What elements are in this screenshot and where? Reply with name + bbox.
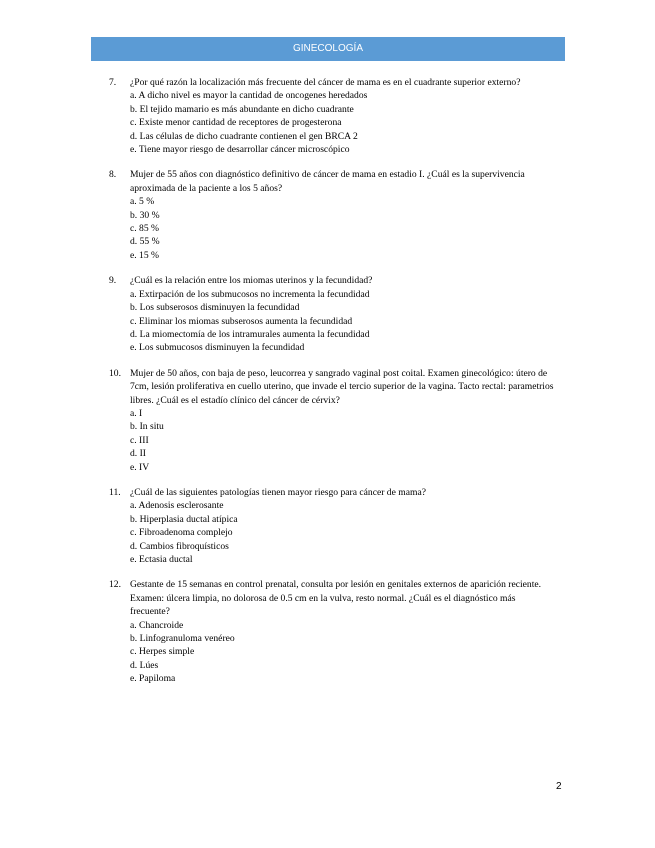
answer-option-c: c. Eliminar los miomas subserosos aumenta la fecundidad bbox=[130, 315, 353, 327]
answer-option-b: b. Linfogranuloma venéreo bbox=[130, 633, 235, 645]
question-stem: Gestante de 15 semanas en control prenatal, consulta por lesión en genitales externos de aparición reciente. Examen: úlcera limpia, no dolorosa de 0.5 cm en la vulva, resto normal. ¿Cuál es el diagnóstico más frecuente? bbox=[130, 579, 542, 618]
question-number: 9. bbox=[109, 275, 117, 287]
question-10 bbox=[109, 367, 554, 474]
question-stem: Mujer de 50 años, con baja de peso, leucorrea y sangrado vaginal post coital. Examen ginecológico: útero de 7cm, lesión proliferativa en cuello uterino, que invade el tercio superior de la vagina. Tacto rectal: parametrios libres. ¿Cuál es el estadío clínico del cáncer de cérvix? bbox=[130, 367, 554, 406]
question-body bbox=[130, 168, 554, 262]
answer-option-a: a. 5 % bbox=[130, 196, 155, 208]
question-stem: ¿Cuál es la relación entre los miomas uterinos y la fecundidad? bbox=[130, 275, 373, 287]
question-body bbox=[130, 367, 554, 474]
answer-option-d: d. La miomectomía de los intramurales aumenta la fecundidad bbox=[130, 328, 370, 340]
answer-option-d: d. Cambios fibroquísticos bbox=[130, 540, 229, 552]
question-stem: Mujer de 55 años con diagnóstico definitivo de cáncer de mama en estadio I. ¿Cuál es la supervivencia aproximada de la paciente a los 5 años? bbox=[130, 169, 525, 194]
question-stem: ¿Por qué razón la localización más frecuente del cáncer de mama es en el cuadrante superior externo? bbox=[130, 77, 521, 88]
answer-option-a: a. Chancroide bbox=[130, 619, 184, 631]
page-header bbox=[91, 37, 565, 61]
question-stem: ¿Cuál de las siguientes patologías tienen mayor riesgo para cáncer de mama? bbox=[130, 486, 426, 498]
answer-option-d: d. II bbox=[130, 448, 146, 460]
question-body bbox=[130, 486, 554, 566]
header-title: GINECOLOGÍA bbox=[292, 43, 363, 54]
question-number: 11. bbox=[109, 486, 121, 498]
answer-option-e: e. Tiene mayor riesgo de desarrollar cáncer microscópico bbox=[130, 144, 350, 156]
answer-option-a: a. Adenosis esclerosante bbox=[130, 500, 224, 512]
answer-option-c: c. Fibroadenoma complejo bbox=[130, 527, 233, 539]
question-7 bbox=[109, 76, 554, 156]
answer-option-e: e. 15 % bbox=[130, 249, 160, 261]
answer-option-e: e. Los submucosos disminuyen la fecundidad bbox=[130, 342, 305, 354]
answer-option-a: a. Extirpación de los submucosos no incrementa la fecundidad bbox=[130, 288, 370, 300]
question-list bbox=[109, 76, 554, 698]
question-12 bbox=[109, 578, 554, 685]
question-body bbox=[130, 274, 554, 354]
answer-option-d: d. Lúes bbox=[130, 659, 159, 671]
answer-option-b: b. 30 % bbox=[130, 209, 160, 221]
question-number: 8. bbox=[109, 169, 117, 181]
answer-option-e: e. Ectasia ductal bbox=[130, 554, 193, 565]
answer-option-e: e. Papiloma bbox=[130, 673, 176, 685]
answer-option-b: b. Los subserosos disminuyen la fecundidad bbox=[130, 302, 300, 314]
answer-option-e: e. IV bbox=[130, 461, 150, 473]
answer-option-c: c. III bbox=[130, 434, 149, 446]
answer-option-b: b. El tejido mamario es más abundante en dicho cuadrante bbox=[130, 103, 354, 115]
page-number: 2 bbox=[556, 781, 562, 792]
question-number: 7. bbox=[109, 77, 117, 88]
question-body bbox=[130, 578, 554, 685]
answer-option-c: c. Existe menor cantidad de receptores de progesterona bbox=[130, 117, 342, 129]
question-number: 12. bbox=[109, 579, 121, 591]
answer-option-b: b. In situ bbox=[130, 421, 164, 433]
answer-option-d: d. Las células de dicho cuadrante contienen el gen BRCA 2 bbox=[130, 130, 358, 142]
answer-option-c: c. 85 % bbox=[130, 223, 160, 235]
question-number: 10. bbox=[109, 367, 121, 379]
answer-option-a: a. I bbox=[130, 407, 143, 419]
answer-option-c: c. Herpes simple bbox=[130, 646, 195, 658]
answer-option-d: d. 55 % bbox=[130, 236, 160, 248]
answer-option-a: a. A dicho nivel es mayor la cantidad de oncogenes heredados bbox=[130, 90, 368, 102]
question-8 bbox=[109, 168, 554, 262]
question-9 bbox=[109, 274, 554, 354]
answer-option-b: b. Hiperplasia ductal atípica bbox=[130, 513, 238, 525]
question-body bbox=[130, 76, 554, 156]
question-11 bbox=[109, 486, 554, 566]
